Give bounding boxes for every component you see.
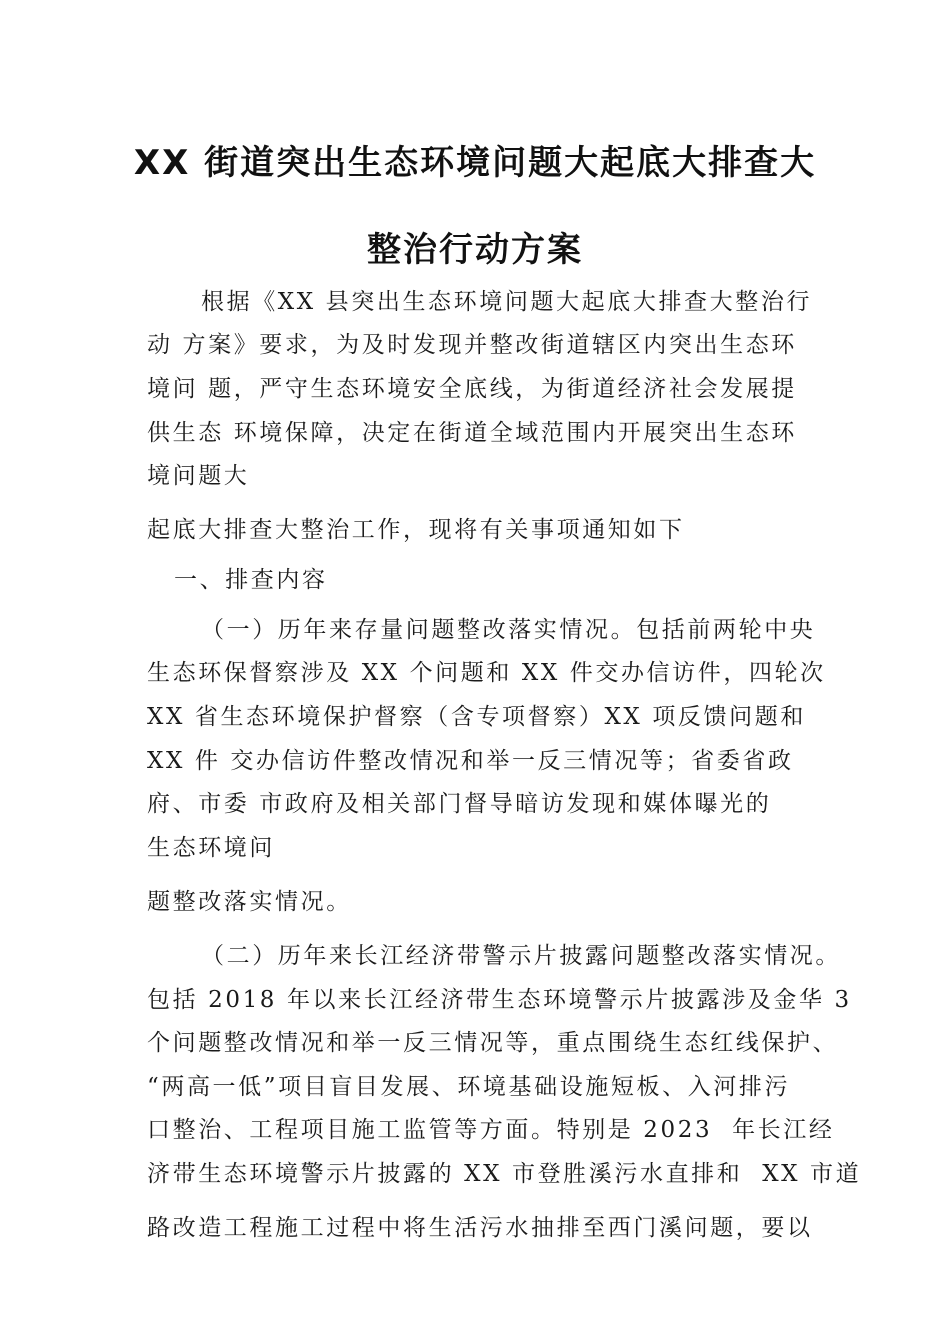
body-line: 口整治、工程项目施工监管等方面。特别是 2023 年长江经 bbox=[147, 1117, 835, 1143]
body-line: 境问题大 bbox=[147, 463, 250, 489]
body-line: 起底大排查大整治工作，现将有关事项通知如下 bbox=[147, 517, 685, 543]
body-line: “两高一低”项目盲目发展、环境基础设施短板、入河排污 bbox=[147, 1074, 791, 1100]
document-title-line-2: 整治行动方案 bbox=[367, 230, 583, 270]
body-line: 境问 题，严守生态环境安全底线，为街道经济社会发展提 bbox=[147, 376, 797, 402]
body-line: XX 件 交办信访件整改情况和举一反三情况等；省委省政 bbox=[147, 748, 794, 774]
body-line: （二）历年来长江经济带警示片披露问题整改落实情况。 bbox=[201, 943, 841, 969]
body-line: 题整改落实情况。 bbox=[147, 889, 352, 915]
document-title-line-1: XX 街道突出生态环境问题大起底大排查大 bbox=[133, 143, 817, 183]
body-line: 供生态 环境保障，决定在街道全域范围内开展突出生态环 bbox=[147, 420, 797, 446]
body-line: 个问题整改情况和举一反三情况等，重点围绕生态红线保护、 bbox=[147, 1030, 839, 1056]
body-line: （一）历年来存量问题整改落实情况。包括前两轮中央 bbox=[201, 617, 816, 643]
body-line: 府、市委 市政府及相关部门督导暗访发现和媒体曝光的 bbox=[147, 791, 772, 817]
body-line: 济带生态环境警示片披露的 XX 市登胜溪污水直排和 XX 市道 bbox=[147, 1161, 862, 1187]
body-line: 包括 2018 年以来长江经济带生态环境警示片披露涉及金华 3 bbox=[147, 987, 852, 1013]
body-line: 根据《XX 县突出生态环境问题大起底大排查大整治行 bbox=[201, 289, 813, 315]
body-line: 生态环境问 bbox=[147, 835, 275, 861]
body-line: XX 省生态环境保护督察（含专项督察）XX 项反馈问题和 bbox=[147, 704, 806, 730]
body-line: 动 方案》要求，为及时发现并整改街道辖区内突出生态环 bbox=[147, 332, 797, 358]
section-heading: 一、排查内容 bbox=[174, 567, 328, 593]
body-line: 生态环保督察涉及 XX 个问题和 XX 件交办信访件，四轮次 bbox=[147, 660, 826, 686]
body-line: 路改造工程施工过程中将生活污水抽排至西门溪问题，要以 bbox=[147, 1215, 813, 1241]
